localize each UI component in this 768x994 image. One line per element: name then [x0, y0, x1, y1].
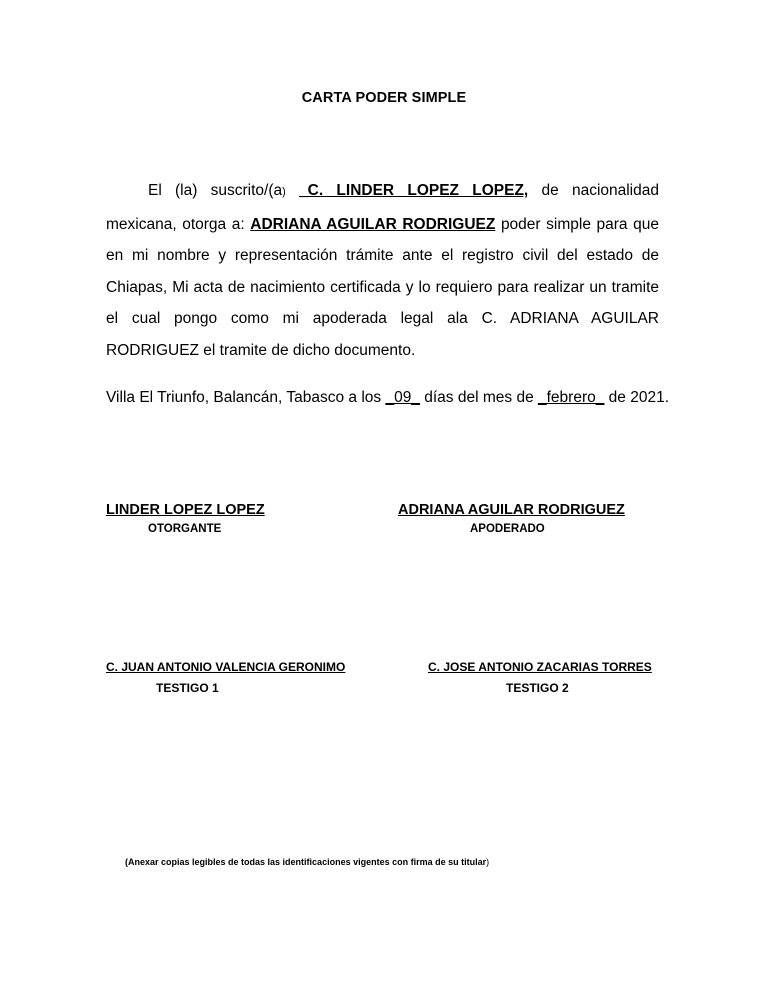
grantor-name-inline: _C. LINDER LOPEZ LOPEZ, — [299, 182, 529, 199]
grantor-role: OTORGANTE — [148, 523, 222, 535]
witness-1-role: TESTIGO 1 — [156, 681, 219, 695]
date-middle: días del mes de — [419, 389, 538, 406]
annex-note-close: ) — [486, 857, 490, 867]
grantor-signature-name: LINDER LOPEZ LOPEZ — [106, 502, 265, 518]
attorney-role: APODERADO — [470, 523, 545, 535]
paragraph-intro-close: ) — [282, 186, 286, 198]
paragraph-nationality: de nacionalidad mexicana, otorga a: — [106, 182, 659, 233]
annex-note-text: (Anexar copias legibles de todas las identificaciones vigentes con firma de su titular — [125, 857, 487, 867]
paragraph-intro: El (la) suscrito/(a — [148, 182, 283, 199]
document-title: CARTA PODER SIMPLE — [301, 90, 467, 106]
witness-2-role: TESTIGO 2 — [506, 681, 569, 695]
witness-2-name: C. JOSE ANTONIO ZACARIAS TORRES — [428, 660, 652, 674]
day-value: _09_ — [385, 389, 420, 406]
power-of-attorney-paragraph — [106, 175, 659, 366]
month-value: _febrero_ — [538, 389, 605, 406]
annex-note — [125, 857, 489, 867]
paragraph-rest: poder simple para que en mi nombre y representación trámite ante el registro civil del estado de Chiapas, Mi acta de nacimiento certificada y lo requiero para realizar un tramite el cual pongo como mi apoderada legal ala C. ADRIANA AGUILAR RODRIGUEZ el tramite de dicho documento. — [106, 215, 659, 359]
attorney-name-inline: ADRIANA AGUILAR RODRIGUEZ — [250, 215, 496, 233]
paragraph-body — [106, 175, 659, 366]
witness-1-name: C. JUAN ANTONIO VALENCIA GERONIMO — [106, 660, 346, 674]
place-prefix: Villa El Triunfo, Balancán, Tabasco a los — [106, 389, 386, 406]
place-date-line — [106, 389, 669, 407]
attorney-signature-name: ADRIANA AGUILAR RODRIGUEZ — [398, 502, 625, 518]
year-suffix: de 2021. — [604, 389, 670, 406]
